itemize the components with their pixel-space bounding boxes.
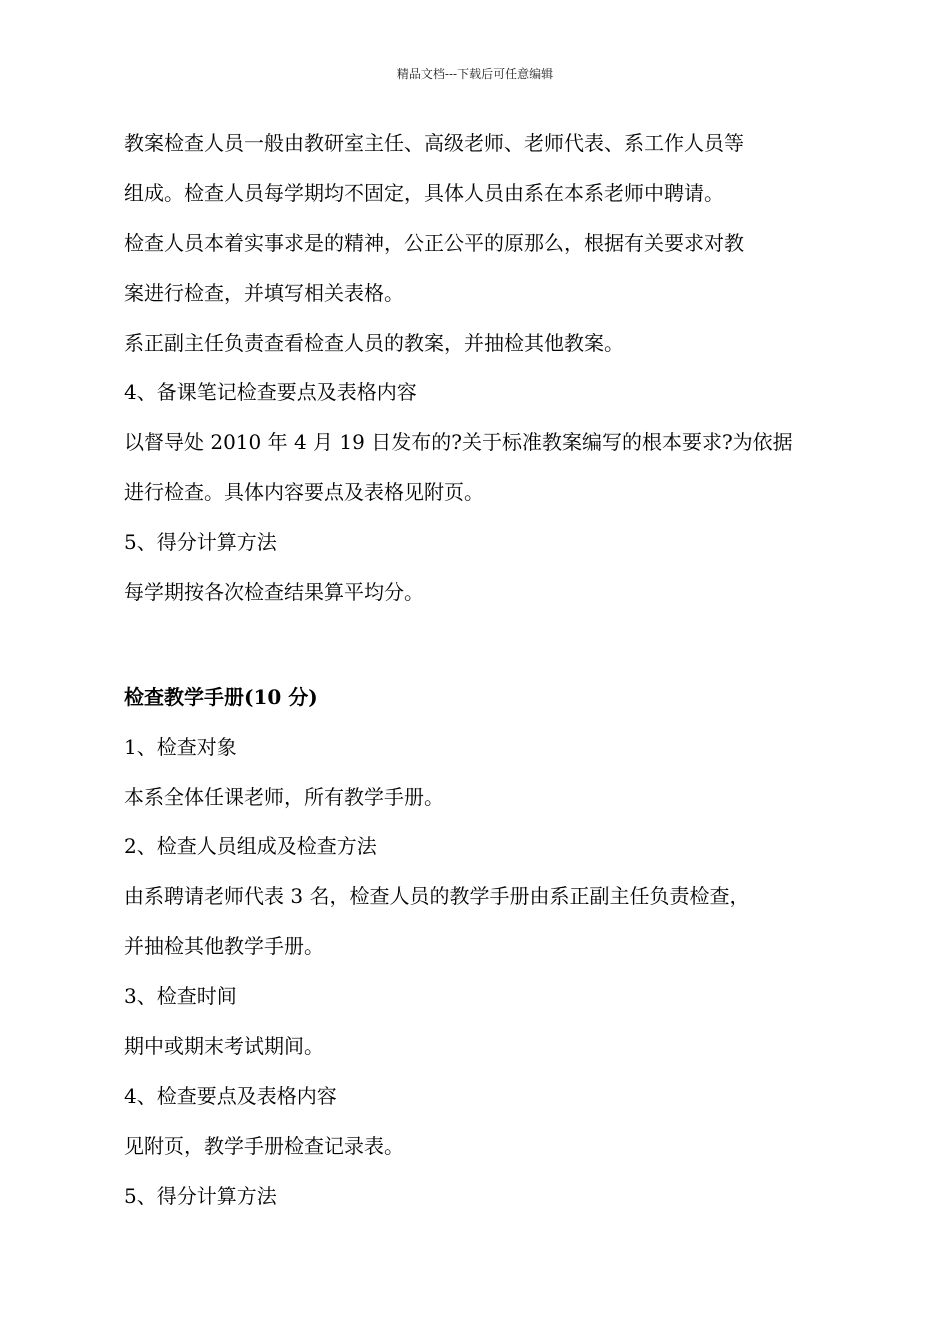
- paragraph-line: 教案检查人员一般由教研室主任、高级老师、老师代表、系工作人员等: [124, 131, 744, 155]
- paragraph-line: 案进行检查，并填写相关表格。: [124, 281, 404, 305]
- section-heading: 5、得分计算方法: [124, 530, 277, 554]
- section-heading: 4、备课笔记检查要点及表格内容: [124, 380, 417, 404]
- paragraph-line: 组成。检查人员每学期均不固定，具体人员由系在本系老师中聘请。: [124, 181, 724, 205]
- paragraph-line: 系正副主任负责查看检查人员的教案，并抽检其他教案。: [124, 331, 624, 355]
- paragraph-line: 每学期按各次检查结果算平均分。: [124, 580, 424, 604]
- page-header: 精品文档---下载后可任意编辑: [396, 67, 554, 81]
- section-heading: 4、检查要点及表格内容: [124, 1084, 337, 1108]
- section-heading: 1、检查对象: [124, 735, 237, 759]
- section-heading: 2、检查人员组成及检查方法: [124, 834, 377, 858]
- chapter-title: 检查教学手册(10 分): [124, 685, 318, 709]
- paragraph-line: 见附页，教学手册检查记录表。: [124, 1134, 404, 1158]
- paragraph-line: 期中或期末考试期间。: [124, 1034, 324, 1058]
- paragraph-line: 本系全体任课老师，所有教学手册。: [124, 785, 444, 809]
- paragraph-line: 由系聘请老师代表 3 名，检查人员的教学手册由系正副主任负责检查，: [124, 884, 750, 908]
- paragraph-line: 并抽检其他教学手册。: [124, 934, 324, 958]
- section-heading: 5、得分计算方法: [124, 1184, 277, 1208]
- paragraph-line: 进行检查。具体内容要点及表格见附页。: [124, 480, 484, 504]
- paragraph-line: 检查人员本着实事求是的精神，公正公平的原那么，根据有关要求对教: [124, 231, 744, 255]
- paragraph-line: 以督导处 2010 年 4 月 19 日发布的?关于标准教案编写的根本要求?为依据: [124, 430, 793, 454]
- section-heading: 3、检查时间: [124, 984, 237, 1008]
